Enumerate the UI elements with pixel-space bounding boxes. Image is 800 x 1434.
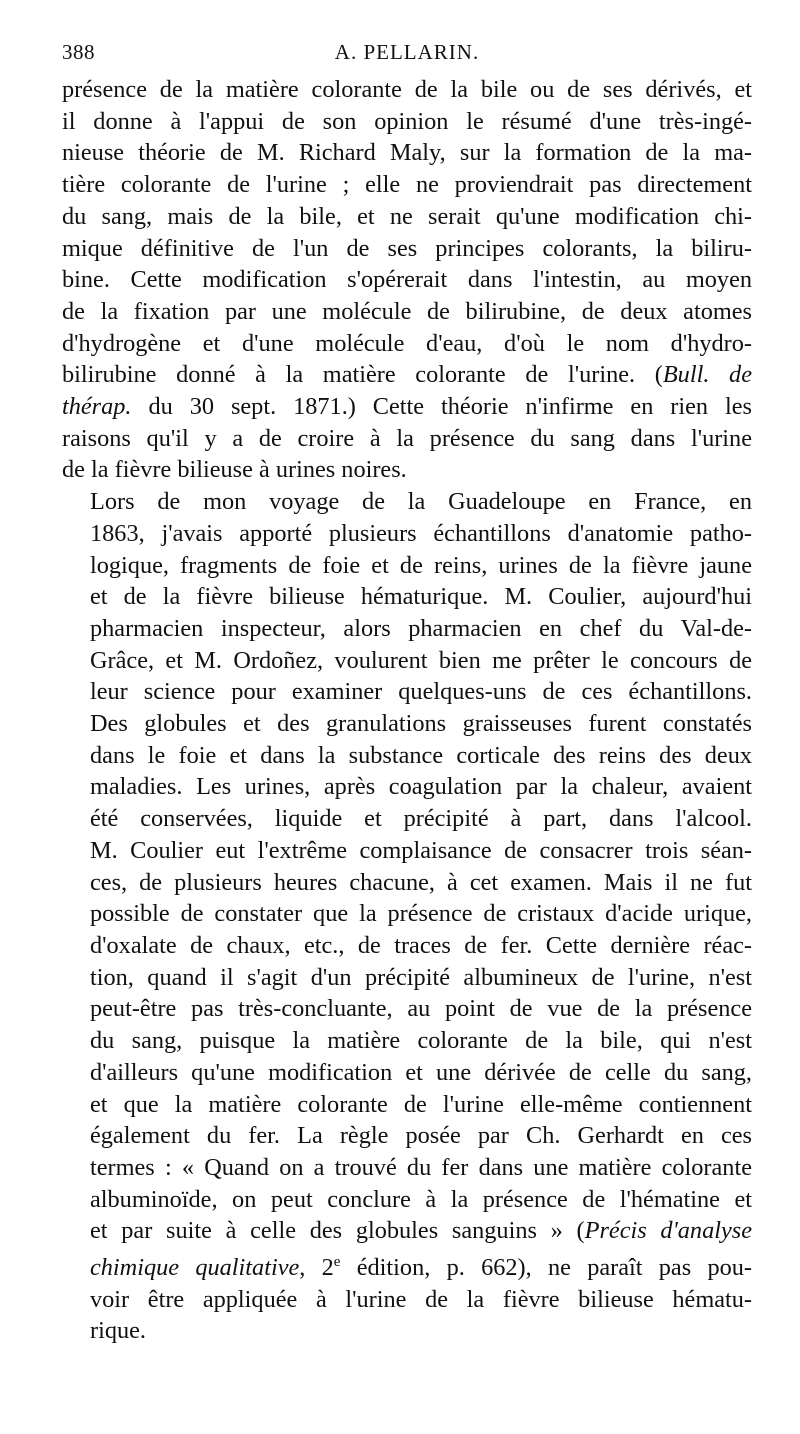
text-line <box>62 867 752 899</box>
page-number: 388 <box>62 40 95 64</box>
text-run: Des globules et des granulations graisseuses furent constatés <box>90 710 752 738</box>
text-line <box>62 1089 752 1121</box>
text-line <box>62 1025 752 1057</box>
text-line <box>62 233 752 265</box>
text-run: M. Coulier eut l'extrême complaisance de consacrer trois séan- <box>90 836 752 864</box>
text-run: Grâce, et M. Ordoñez, voulurent bien me prêter le concours de <box>90 646 752 674</box>
text-run: mique définitive de l'un de ses principes colorants, la biliru- <box>62 234 752 262</box>
text-run: raisons qu'il y a de croire à la présence du sang dans l'urine <box>62 424 752 452</box>
text-line <box>62 581 752 613</box>
text-line <box>62 328 752 360</box>
paragraph <box>62 74 752 486</box>
text-run: également du fer. La règle posée par Ch. Gerhardt en ces <box>90 1122 752 1150</box>
text-line <box>62 645 752 677</box>
text-line <box>62 930 752 962</box>
paragraph <box>62 486 752 1347</box>
italic-text: Précis d'analyse <box>584 1217 752 1245</box>
text-line <box>62 423 752 455</box>
italic-text: thérap. <box>62 393 132 421</box>
text-run: tière colorante de l'urine ; elle ne proviendrait pas directement <box>62 171 752 199</box>
text-run: et de la fièvre bilieuse hématurique. M. Coulier, aujourd'hui <box>90 583 752 611</box>
text-line <box>62 708 752 740</box>
running-head <box>62 40 752 74</box>
text-run: du sang, puisque la matière colorante de la bile, qui n'est <box>90 1027 752 1055</box>
text-run: Lors de mon voyage de la Guadeloupe en France, en <box>90 488 752 516</box>
text-line <box>62 1247 752 1284</box>
text-run: ces, de plusieurs heures chacune, à cet examen. Mais il ne fut <box>90 868 752 896</box>
text-run: dans le foie et dans la substance corticale des reins des deux <box>90 741 752 769</box>
italic-text: chimique qualitative <box>90 1254 300 1282</box>
text-line <box>62 1057 752 1089</box>
text-run: nieuse théorie de M. Richard Maly, sur la formation de la ma- <box>62 139 752 167</box>
text-line <box>62 106 752 138</box>
text-run: d'ailleurs qu'une modification et une dérivée de celle du sang, <box>90 1058 752 1086</box>
text-run: et par suite à celle des globules sanguins » ( <box>90 1217 585 1245</box>
text-run: de la fixation par une molécule de bilirubine, de deux atomes <box>62 297 752 325</box>
text-line <box>62 550 752 582</box>
text-run: termes : « Quand on a trouvé du fer dans une matière colorante <box>90 1153 752 1181</box>
text-line <box>62 676 752 708</box>
text-run: , 2 <box>299 1254 334 1282</box>
text-line <box>62 486 752 518</box>
text-line <box>62 1152 752 1184</box>
body-text <box>62 74 752 1347</box>
italic-text: Bull. de <box>662 361 752 389</box>
text-run: du sang, mais de la bile, et ne serait qu'une modification chi- <box>62 202 752 230</box>
text-line <box>62 993 752 1025</box>
text-run: logique, fragments de foie et de reins, urines de la fièvre jaune <box>90 551 752 579</box>
text-line <box>62 169 752 201</box>
text-line <box>62 613 752 645</box>
text-line <box>62 835 752 867</box>
text-line <box>62 962 752 994</box>
text-run: d'hydrogène et d'une molécule d'eau, d'où le nom d'hydro- <box>62 329 752 357</box>
text-line <box>62 74 752 106</box>
text-run: pharmacien inspecteur, alors pharmacien en chef du Val-de- <box>90 614 752 642</box>
text-run: bine. Cette modification s'opérerait dans l'intestin, au moyen <box>62 266 752 294</box>
text-line <box>62 137 752 169</box>
text-line <box>62 201 752 233</box>
text-line <box>62 264 752 296</box>
text-run: il donne à l'appui de son opinion le résumé d'une très-ingé- <box>62 107 752 135</box>
text-run: et que la matière colorante de l'urine elle-même contiennent <box>90 1090 752 1118</box>
text-run: rique. <box>90 1317 146 1345</box>
text-run: été conservées, liquide et précipité à part, dans l'alcool. <box>90 805 752 833</box>
text-run: du 30 sept. 1871.) Cette théorie n'infirme en rien les <box>131 393 752 421</box>
text-line <box>62 391 752 423</box>
text-run: présence de la matière colorante de la bile ou de ses dérivés, et <box>62 76 752 103</box>
text-line <box>62 803 752 835</box>
text-line <box>62 898 752 930</box>
text-run: édition, p. 662), ne paraît pas pou- <box>340 1254 752 1282</box>
running-title: A. PELLARIN. <box>334 40 480 64</box>
superscript: e <box>333 1254 341 1271</box>
text-run: albuminoïde, on peut conclure à la présence de l'hématine et <box>90 1185 752 1213</box>
text-run: peut-être pas très-concluante, au point de vue de la présence <box>90 995 752 1023</box>
text-line <box>62 771 752 803</box>
text-run: d'oxalate de chaux, etc., de traces de fer. Cette dernière réac- <box>90 931 752 959</box>
text-run: bilirubine donné à la matière colorante de l'urine. ( <box>62 361 663 389</box>
text-line <box>62 1184 752 1216</box>
text-run: maladies. Les urines, après coagulation par la chaleur, avaient <box>90 773 752 801</box>
text-run: de la fièvre bilieuse à urines noires. <box>62 456 407 484</box>
text-line <box>62 1315 752 1347</box>
text-run: leur science pour examiner quelques-uns de ces échantillons. <box>90 678 752 706</box>
text-line <box>62 518 752 550</box>
text-run: voir être appliquée à l'urine de la fièvre bilieuse hématu- <box>90 1285 752 1313</box>
text-run: tion, quand il s'agit d'un précipité albumineux de l'urine, n'est <box>90 963 752 991</box>
text-line <box>62 359 752 391</box>
text-run: possible de constater que la présence de cristaux d'acide urique, <box>90 900 752 928</box>
text-line <box>62 1284 752 1316</box>
text-line <box>62 1215 752 1247</box>
text-run: 1863, j'avais apporté plusieurs échantillons d'anatomie patho- <box>90 519 752 547</box>
text-line <box>62 296 752 328</box>
text-line <box>62 454 752 486</box>
text-line <box>62 740 752 772</box>
text-line <box>62 1120 752 1152</box>
book-page <box>62 40 752 1347</box>
